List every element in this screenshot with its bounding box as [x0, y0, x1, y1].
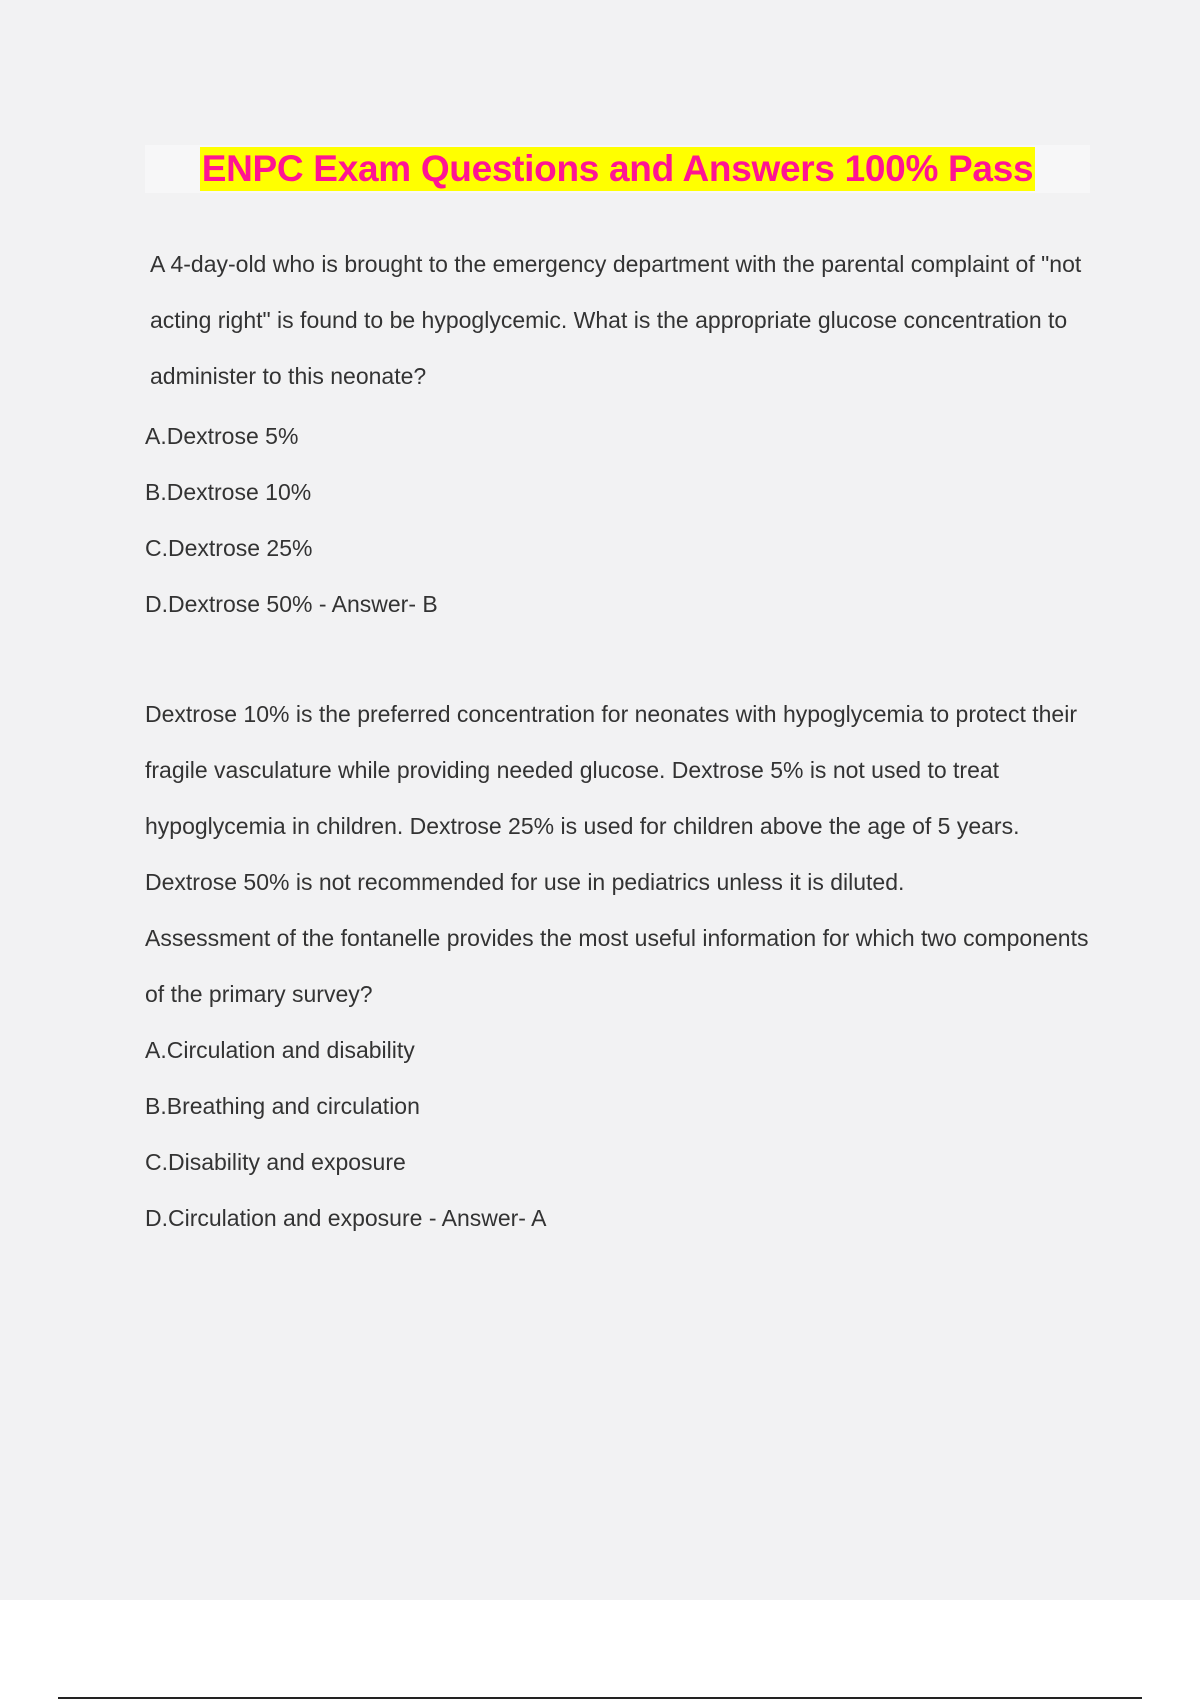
question-2-option-c: C.Disability and exposure — [145, 1149, 406, 1175]
question-1-option-c: C.Dextrose 25% — [145, 535, 313, 561]
question-2-option-d: D.Circulation and exposure - Answer- A — [145, 1205, 547, 1231]
document-title: ENPC Exam Questions and Answers 100% Pass — [201, 148, 1034, 189]
question-1-option-b: B.Dextrose 10% — [145, 479, 312, 505]
question-1-option-a: A.Dextrose 5% — [145, 423, 299, 449]
question-2-text: Assessment of the fontanelle provides the most useful information for which two components of the primary survey? — [145, 925, 1089, 1007]
section-spacer — [145, 632, 1095, 686]
question-2-option-a: A.Circulation and disability — [145, 1037, 415, 1063]
question-2-option-b: B.Breathing and circulation — [145, 1093, 420, 1119]
explanation-1-text: Dextrose 10% is the preferred concentration for neonates with hypoglycemia to protect their fragile vasculature while providing needed glucose. Dextrose 5% is not used to treat hypoglycemia in children. Dextrose 25% is used for children above the age of 5 years. Dextrose 50% is not recommended for use in pediatrics unless it is diluted. — [145, 701, 1077, 895]
page-divider-line — [58, 1697, 1142, 1699]
title-banner — [145, 145, 1090, 193]
next-page-margin — [0, 1600, 1200, 1700]
document-body — [145, 236, 1095, 1246]
question-1-options — [145, 408, 1095, 632]
question-2-options — [145, 1022, 1095, 1246]
question-1-option-d: D.Dextrose 50% - Answer- B — [145, 591, 438, 617]
question-1-text: A 4-day-old who is brought to the emergency department with the parental complaint of "not acting right" is found to be hypoglycemic. What is the appropriate glucose concentration to administer to this neonate? — [150, 251, 1082, 389]
